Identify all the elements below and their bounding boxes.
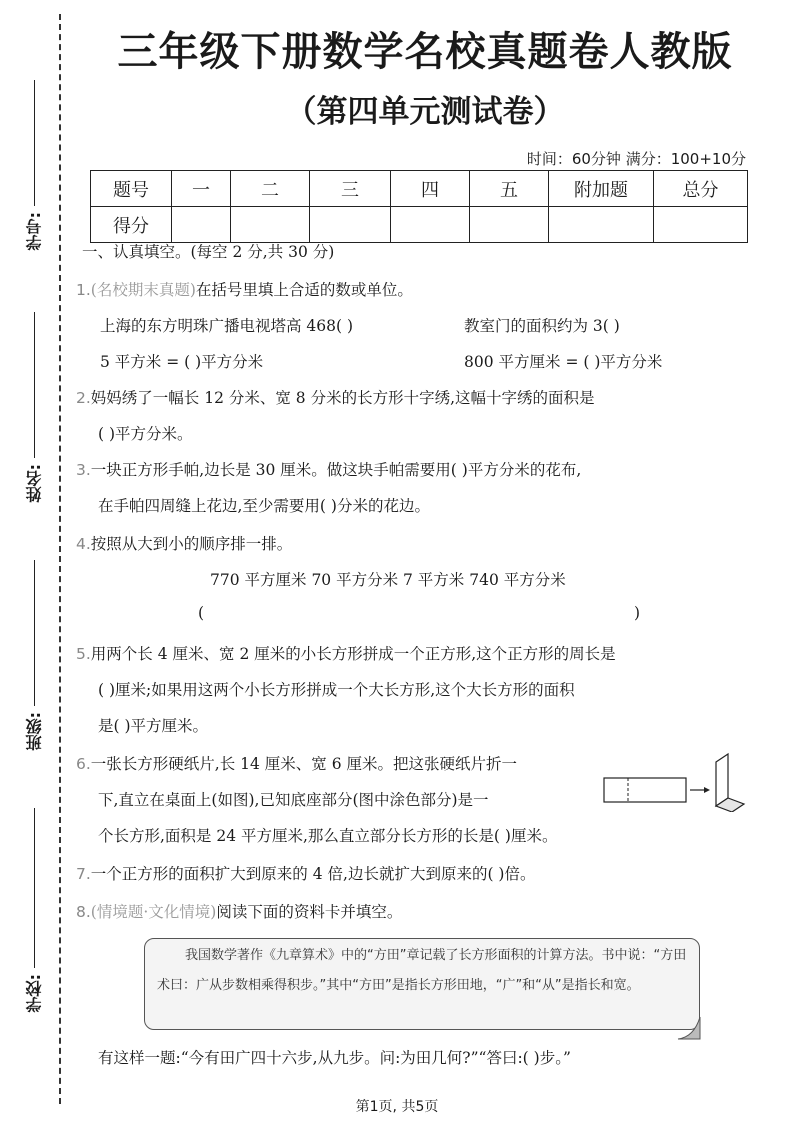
score-table [90, 170, 748, 243]
class-field[interactable] [14, 560, 54, 750]
question-6 [76, 752, 517, 774]
question-1-item-d[interactable]: 800 平方厘米 = ( )平方分米 [464, 353, 663, 371]
question-number: 7. [76, 865, 91, 883]
score-cell[interactable] [654, 207, 748, 243]
question-3 [76, 458, 581, 480]
question-number: 5. [76, 645, 91, 663]
score-cell[interactable] [310, 207, 391, 243]
question-5 [76, 642, 616, 664]
score-table-header-cell: 附加题 [549, 171, 654, 207]
question-text: 一张长方形硬纸片,长 14 厘米、宽 6 厘米。把这张硬纸片折一 [90, 755, 518, 773]
question-text[interactable]: 一块正方形手帕,边长是 30 厘米。做这块手帕需要用( )平方分米的花布, [90, 461, 582, 479]
school-label: 学校: [24, 974, 44, 1013]
score-table-header-cell: 一 [172, 171, 231, 207]
question-1-item-a[interactable]: 上海的东方明珠广播电视塔高 468( ) [100, 317, 354, 335]
question-text: 用两个长 4 厘米、宽 2 厘米的小长方形拼成一个正方形,这个正方形的周长是 [90, 645, 616, 663]
question-5-line-3[interactable]: 是( )平方厘米。 [98, 717, 209, 735]
score-cell[interactable] [391, 207, 470, 243]
question-text: 阅读下面的资料卡并填空。 [216, 903, 403, 921]
question-text: 妈妈绣了一幅长 12 分米、宽 8 分米的长方形十字绣,这幅十字绣的面积是 [90, 389, 595, 407]
question-number: 3. [76, 461, 91, 479]
student-id-field[interactable] [14, 80, 54, 250]
question-3-line-2[interactable]: 在手帕四周缝上花边,至少需要用( )分米的花边。 [98, 497, 430, 515]
page-subtitle: （第四单元测试卷） [285, 94, 565, 130]
score-table-header-cell: 三 [310, 171, 391, 207]
score-row-label: 得分 [91, 207, 172, 243]
student-name-label: 姓名: [24, 464, 44, 503]
question-tag: (名校期末真题) [90, 281, 196, 299]
score-table-header-cell: 二 [231, 171, 310, 207]
question-7 [76, 862, 535, 884]
question-number: 1. [76, 281, 91, 299]
score-table-score-row [91, 207, 748, 243]
question-text: 按照从大到小的顺序排一排。 [90, 535, 293, 553]
score-table-header-cell: 题号 [91, 171, 172, 207]
binding-dashed-line [59, 14, 61, 1104]
score-cell[interactable] [172, 207, 231, 243]
flat-card-rect [604, 778, 686, 802]
class-label: 班级: [24, 712, 44, 751]
question-8 [76, 900, 402, 922]
student-id-label: 学号: [24, 212, 44, 251]
question-2-answer-line[interactable]: ( )平方分米。 [98, 425, 193, 443]
arrow-head [704, 787, 710, 793]
student-name-field[interactable] [14, 312, 54, 502]
score-table-header-cell: 总分 [654, 171, 748, 207]
score-table-header-cell: 四 [391, 171, 470, 207]
question-text: 在括号里填上合适的数或单位。 [195, 281, 413, 299]
folded-card-figure [600, 748, 750, 812]
question-6-line-2: 下,直立在桌面上(如图),已知底座部分(图中涂色部分)是一 [98, 791, 489, 809]
standing-part [716, 754, 728, 806]
class-underline [34, 560, 35, 706]
score-cell[interactable] [231, 207, 310, 243]
score-cell[interactable] [549, 207, 654, 243]
question-4-items: 770 平方厘米 70 平方分米 7 平方米 740 平方分米 [210, 571, 566, 589]
question-1-item-c[interactable]: 5 平方米 = ( )平方分米 [100, 353, 264, 371]
info-card-text: 我国数学著作《九章算术》中的“方田”章记载了长方形面积的计算方法。书中说：“方田术曰：广从步数相乘得积步。”其中“方田”是指长方形田地，“广”和“从”是指长和宽。 [157, 948, 687, 993]
question-4 [76, 532, 292, 554]
score-table-header-cell: 五 [470, 171, 549, 207]
question-number: 6. [76, 755, 91, 773]
score-cell[interactable] [470, 207, 549, 243]
score-table-header-row [91, 171, 748, 207]
page-number: 第1页, 共5页 [355, 1099, 439, 1115]
time-score-info: 时间：60分钟 满分：100+10分 [526, 150, 746, 168]
question-2 [76, 386, 595, 408]
question-number: 2. [76, 389, 91, 407]
page-title: 三年级下册数学名校真题卷人教版 [117, 29, 733, 75]
school-field[interactable] [14, 808, 54, 1012]
question-1 [76, 278, 413, 300]
student-id-underline [34, 80, 35, 206]
student-name-underline [34, 312, 35, 458]
question-6-line-3[interactable]: 个长方形,面积是 24 平方厘米,那么直立部分长方形的长是( )厘米。 [98, 827, 558, 845]
info-card [144, 938, 700, 1030]
section-heading: 一、认真填空。(每空 2 分,共 30 分) [82, 243, 335, 261]
question-4-open-paren[interactable]: ( [198, 604, 205, 622]
question-1-item-b[interactable]: 教室门的面积约为 3( ) [464, 317, 620, 335]
question-4-close-paren: ) [634, 604, 641, 622]
question-tag: (情境题·文化情境) [90, 903, 217, 921]
question-5-line-2[interactable]: ( )厘米;如果用这两个小长方形拼成一个大长方形,这个大长方形的面积 [98, 681, 575, 699]
school-underline [34, 808, 35, 968]
question-8-problem[interactable]: 有这样一题:“今有田广四十六步,从九步。问:为田几何?”“答曰:( )步。” [98, 1049, 571, 1067]
question-number: 4. [76, 535, 91, 553]
question-text[interactable]: 一个正方形的面积扩大到原来的 4 倍,边长就扩大到原来的( )倍。 [90, 865, 536, 883]
question-number: 8. [76, 903, 91, 921]
info-card-curl [676, 1015, 702, 1041]
